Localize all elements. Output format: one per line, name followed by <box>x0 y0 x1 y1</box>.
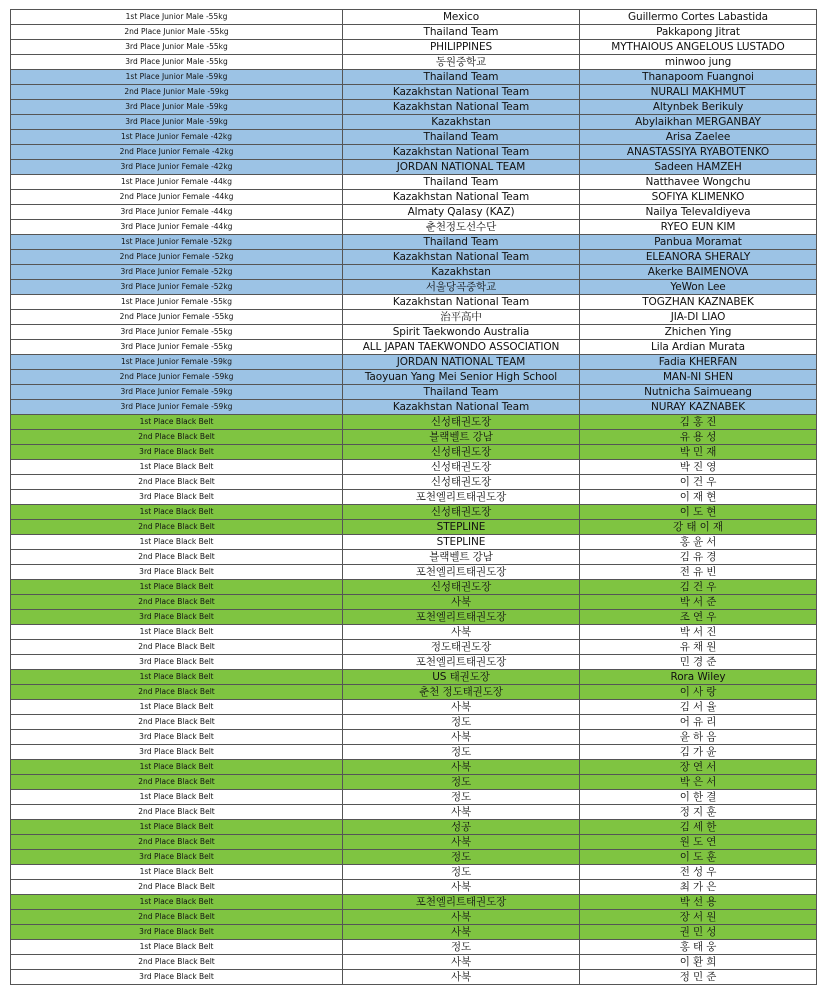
place-cell: 3rd Place Black Belt <box>11 745 343 760</box>
name-cell: 이 한 결 <box>580 790 817 805</box>
name-cell: 이 사 랑 <box>580 685 817 700</box>
place-cell: 3rd Place Black Belt <box>11 730 343 745</box>
table-row <box>11 25 817 40</box>
place-cell: 3rd Place Junior Female -44kg <box>11 220 343 235</box>
table-row <box>11 625 817 640</box>
name-cell: 최 가 은 <box>580 880 817 895</box>
place-cell: 3rd Place Junior Female -55kg <box>11 340 343 355</box>
place-cell: 3rd Place Black Belt <box>11 610 343 625</box>
place-cell: 1st Place Black Belt <box>11 535 343 550</box>
place-cell: 3rd Place Junior Female -59kg <box>11 385 343 400</box>
team-cell: Thailand Team <box>343 70 580 85</box>
team-cell: Thailand Team <box>343 235 580 250</box>
team-cell: 포천엘리트태권도장 <box>343 655 580 670</box>
table-row <box>11 250 817 265</box>
team-cell: 사북 <box>343 760 580 775</box>
name-cell: 박 서 진 <box>580 625 817 640</box>
place-cell: 1st Place Black Belt <box>11 460 343 475</box>
name-cell: Fadia KHERFAN <box>580 355 817 370</box>
name-cell: 전 성 우 <box>580 865 817 880</box>
place-cell: 1st Place Junior Female -52kg <box>11 235 343 250</box>
name-cell: 어 유 리 <box>580 715 817 730</box>
team-cell: 사북 <box>343 625 580 640</box>
place-cell: 3rd Place Black Belt <box>11 850 343 865</box>
table-row <box>11 490 817 505</box>
team-cell: 정도 <box>343 865 580 880</box>
team-cell: 신성태권도장 <box>343 580 580 595</box>
team-cell: 治平高中 <box>343 310 580 325</box>
place-cell: 1st Place Black Belt <box>11 670 343 685</box>
name-cell: 장 서 원 <box>580 910 817 925</box>
table-row <box>11 445 817 460</box>
team-cell: 사북 <box>343 805 580 820</box>
table-row <box>11 565 817 580</box>
team-cell: 사북 <box>343 910 580 925</box>
place-cell: 3rd Place Junior Female -44kg <box>11 205 343 220</box>
table-row <box>11 715 817 730</box>
table-row <box>11 295 817 310</box>
name-cell: ANASTASSIYA RYABOTENKO <box>580 145 817 160</box>
name-cell: 정 지 훈 <box>580 805 817 820</box>
place-cell: 3rd Place Junior Female -59kg <box>11 400 343 415</box>
name-cell: 이 재 현 <box>580 490 817 505</box>
place-cell: 2nd Place Black Belt <box>11 520 343 535</box>
name-cell: NURALI MAKHMUT <box>580 85 817 100</box>
name-cell: 강 태 이 재 <box>580 520 817 535</box>
team-cell: Kazakhstan National Team <box>343 100 580 115</box>
team-cell: 사북 <box>343 880 580 895</box>
table-row <box>11 115 817 130</box>
team-cell: 사북 <box>343 925 580 940</box>
place-cell: 1st Place Junior Female -42kg <box>11 130 343 145</box>
team-cell: 포천엘리트태권도장 <box>343 565 580 580</box>
name-cell: Lila Ardian Murata <box>580 340 817 355</box>
place-cell: 3rd Place Junior Female -42kg <box>11 160 343 175</box>
name-cell: 민 경 준 <box>580 655 817 670</box>
team-cell: Kazakhstan National Team <box>343 250 580 265</box>
team-cell: STEPLINE <box>343 520 580 535</box>
place-cell: 2nd Place Black Belt <box>11 955 343 970</box>
team-cell: 동원중학교 <box>343 55 580 70</box>
place-cell: 2nd Place Black Belt <box>11 805 343 820</box>
name-cell: Thanapoom Fuangnoi <box>580 70 817 85</box>
place-cell: 1st Place Black Belt <box>11 790 343 805</box>
table-row <box>11 835 817 850</box>
place-cell: 3rd Place Junior Female -52kg <box>11 280 343 295</box>
table-row <box>11 385 817 400</box>
team-cell: 신성태권도장 <box>343 460 580 475</box>
name-cell: MAN-NI SHEN <box>580 370 817 385</box>
name-cell: 박 은 서 <box>580 775 817 790</box>
name-cell: minwoo jung <box>580 55 817 70</box>
place-cell: 3rd Place Black Belt <box>11 970 343 985</box>
table-row <box>11 400 817 415</box>
name-cell: 이 환 희 <box>580 955 817 970</box>
place-cell: 2nd Place Black Belt <box>11 715 343 730</box>
name-cell: 전 유 빈 <box>580 565 817 580</box>
table-row <box>11 70 817 85</box>
team-cell: 사북 <box>343 700 580 715</box>
table-row <box>11 340 817 355</box>
name-cell: RYEO EUN KIM <box>580 220 817 235</box>
name-cell: 원 도 연 <box>580 835 817 850</box>
place-cell: 3rd Place Black Belt <box>11 445 343 460</box>
table-row <box>11 430 817 445</box>
place-cell: 2nd Place Black Belt <box>11 880 343 895</box>
table-row <box>11 145 817 160</box>
team-cell: Kazakhstan National Team <box>343 190 580 205</box>
team-cell: JORDAN NATIONAL TEAM <box>343 355 580 370</box>
team-cell: Kazakhstan National Team <box>343 400 580 415</box>
team-cell: 사북 <box>343 955 580 970</box>
team-cell: 신성태권도장 <box>343 505 580 520</box>
table-row <box>11 790 817 805</box>
name-cell: 김 홍 진 <box>580 415 817 430</box>
place-cell: 1st Place Junior Female -44kg <box>11 175 343 190</box>
team-cell: Kazakhstan National Team <box>343 145 580 160</box>
team-cell: 서울당곡중학교 <box>343 280 580 295</box>
team-cell: Thailand Team <box>343 25 580 40</box>
table-row <box>11 640 817 655</box>
name-cell: 박 민 재 <box>580 445 817 460</box>
team-cell: Kazakhstan <box>343 115 580 130</box>
team-cell: Mexico <box>343 10 580 25</box>
table-row <box>11 910 817 925</box>
table-row <box>11 460 817 475</box>
place-cell: 3rd Place Junior Female -52kg <box>11 265 343 280</box>
team-cell: Taoyuan Yang Mei Senior High School <box>343 370 580 385</box>
place-cell: 1st Place Junior Male -59kg <box>11 70 343 85</box>
table-row <box>11 520 817 535</box>
table-row <box>11 310 817 325</box>
table-row <box>11 610 817 625</box>
place-cell: 1st Place Black Belt <box>11 700 343 715</box>
team-cell: 정도 <box>343 790 580 805</box>
place-cell: 3rd Place Junior Male -55kg <box>11 40 343 55</box>
team-cell: 정도 <box>343 715 580 730</box>
place-cell: 2nd Place Black Belt <box>11 685 343 700</box>
team-cell: 정도 <box>343 850 580 865</box>
name-cell: 장 연 서 <box>580 760 817 775</box>
table-row <box>11 745 817 760</box>
table-row <box>11 700 817 715</box>
place-cell: 1st Place Black Belt <box>11 625 343 640</box>
name-cell: 권 민 성 <box>580 925 817 940</box>
name-cell: 정 민 준 <box>580 970 817 985</box>
name-cell: 윤 하 음 <box>580 730 817 745</box>
team-cell: Kazakhstan National Team <box>343 85 580 100</box>
table-row <box>11 955 817 970</box>
table-row <box>11 670 817 685</box>
place-cell: 2nd Place Junior Female -44kg <box>11 190 343 205</box>
team-cell: 정도 <box>343 775 580 790</box>
place-cell: 2nd Place Junior Male -59kg <box>11 85 343 100</box>
name-cell: Zhichen Ying <box>580 325 817 340</box>
name-cell: MYTHAIOUS ANGELOUS LUSTADO <box>580 40 817 55</box>
place-cell: 2nd Place Junior Female -59kg <box>11 370 343 385</box>
team-cell: 신성태권도장 <box>343 445 580 460</box>
name-cell: SOFIYA KLIMENKO <box>580 190 817 205</box>
table-row <box>11 415 817 430</box>
place-cell: 1st Place Black Belt <box>11 895 343 910</box>
name-cell: Nutnicha Saimueang <box>580 385 817 400</box>
table-row <box>11 925 817 940</box>
table-row <box>11 760 817 775</box>
table-row <box>11 220 817 235</box>
table-row <box>11 100 817 115</box>
table-row <box>11 655 817 670</box>
place-cell: 1st Place Black Belt <box>11 820 343 835</box>
table-row <box>11 970 817 985</box>
table-row <box>11 55 817 70</box>
name-cell: TOGZHAN KAZNABEK <box>580 295 817 310</box>
table-row <box>11 205 817 220</box>
name-cell: Natthavee Wongchu <box>580 175 817 190</box>
place-cell: 2nd Place Junior Male -55kg <box>11 25 343 40</box>
table-row <box>11 265 817 280</box>
table-row <box>11 775 817 790</box>
name-cell: 홍 윤 서 <box>580 535 817 550</box>
team-cell: 사북 <box>343 730 580 745</box>
table-row <box>11 820 817 835</box>
table-row <box>11 160 817 175</box>
team-cell: 정도 <box>343 940 580 955</box>
place-cell: 1st Place Black Belt <box>11 865 343 880</box>
table-row <box>11 895 817 910</box>
team-cell: PHILIPPINES <box>343 40 580 55</box>
table-row <box>11 850 817 865</box>
team-cell: 신성태권도장 <box>343 475 580 490</box>
team-cell: Kazakhstan <box>343 265 580 280</box>
place-cell: 3rd Place Black Belt <box>11 490 343 505</box>
table-row <box>11 370 817 385</box>
place-cell: 2nd Place Junior Female -55kg <box>11 310 343 325</box>
place-cell: 2nd Place Black Belt <box>11 775 343 790</box>
results-table <box>10 9 817 985</box>
place-cell: 3rd Place Black Belt <box>11 565 343 580</box>
place-cell: 2nd Place Black Belt <box>11 835 343 850</box>
team-cell: 사북 <box>343 595 580 610</box>
team-cell: 춘천 정도태권도장 <box>343 685 580 700</box>
place-cell: 3rd Place Junior Female -55kg <box>11 325 343 340</box>
name-cell: Altynbek Berikuly <box>580 100 817 115</box>
name-cell: 유 채 원 <box>580 640 817 655</box>
team-cell: JORDAN NATIONAL TEAM <box>343 160 580 175</box>
table-row <box>11 235 817 250</box>
name-cell: Panbua Moramat <box>580 235 817 250</box>
table-row <box>11 550 817 565</box>
name-cell: 이 도 훈 <box>580 850 817 865</box>
name-cell: YeWon Lee <box>580 280 817 295</box>
table-row <box>11 10 817 25</box>
team-cell: 신성태권도장 <box>343 415 580 430</box>
place-cell: 2nd Place Black Belt <box>11 475 343 490</box>
table-row <box>11 685 817 700</box>
place-cell: 1st Place Junior Male -55kg <box>11 10 343 25</box>
name-cell: Akerke BAIMENOVA <box>580 265 817 280</box>
table-row <box>11 505 817 520</box>
table-row <box>11 280 817 295</box>
name-cell: Guillermo Cortes Labastida <box>580 10 817 25</box>
team-cell: 블랙벨트 강남 <box>343 550 580 565</box>
table-row <box>11 130 817 145</box>
name-cell: 김 서 율 <box>580 700 817 715</box>
name-cell: NURAY KAZNABEK <box>580 400 817 415</box>
table-row <box>11 475 817 490</box>
name-cell: 홍 태 웅 <box>580 940 817 955</box>
place-cell: 1st Place Black Belt <box>11 940 343 955</box>
place-cell: 1st Place Black Belt <box>11 580 343 595</box>
place-cell: 2nd Place Black Belt <box>11 430 343 445</box>
place-cell: 2nd Place Black Belt <box>11 910 343 925</box>
table-row <box>11 535 817 550</box>
team-cell: Thailand Team <box>343 175 580 190</box>
place-cell: 3rd Place Black Belt <box>11 655 343 670</box>
place-cell: 2nd Place Black Belt <box>11 550 343 565</box>
place-cell: 3rd Place Black Belt <box>11 925 343 940</box>
table-row <box>11 580 817 595</box>
name-cell: 조 연 우 <box>580 610 817 625</box>
table-row <box>11 40 817 55</box>
place-cell: 1st Place Black Belt <box>11 760 343 775</box>
place-cell: 3rd Place Junior Male -55kg <box>11 55 343 70</box>
team-cell: 정도태권도장 <box>343 640 580 655</box>
name-cell: ELEANORA SHERALY <box>580 250 817 265</box>
place-cell: 2nd Place Black Belt <box>11 640 343 655</box>
table-row <box>11 880 817 895</box>
table-row <box>11 190 817 205</box>
table-row <box>11 85 817 100</box>
table-row <box>11 355 817 370</box>
name-cell: 김 유 경 <box>580 550 817 565</box>
place-cell: 1st Place Junior Female -59kg <box>11 355 343 370</box>
name-cell: 김 가 윤 <box>580 745 817 760</box>
table-row <box>11 805 817 820</box>
team-cell: 사북 <box>343 835 580 850</box>
place-cell: 2nd Place Junior Female -42kg <box>11 145 343 160</box>
place-cell: 1st Place Black Belt <box>11 415 343 430</box>
team-cell: Thailand Team <box>343 130 580 145</box>
team-cell: ALL JAPAN TAEKWONDO ASSOCIATION <box>343 340 580 355</box>
name-cell: Nailya Televaldiyeva <box>580 205 817 220</box>
name-cell: 박 서 준 <box>580 595 817 610</box>
name-cell: 김 세 한 <box>580 820 817 835</box>
place-cell: 3rd Place Junior Male -59kg <box>11 100 343 115</box>
team-cell: 성공 <box>343 820 580 835</box>
place-cell: 1st Place Black Belt <box>11 505 343 520</box>
table-row <box>11 865 817 880</box>
team-cell: US 태권도장 <box>343 670 580 685</box>
team-cell: 정도 <box>343 745 580 760</box>
place-cell: 2nd Place Black Belt <box>11 595 343 610</box>
name-cell: 유 용 성 <box>580 430 817 445</box>
table-row <box>11 730 817 745</box>
team-cell: Kazakhstan National Team <box>343 295 580 310</box>
table-row <box>11 175 817 190</box>
name-cell: JIA-DI LIAO <box>580 310 817 325</box>
table-row <box>11 940 817 955</box>
place-cell: 3rd Place Junior Male -59kg <box>11 115 343 130</box>
name-cell: 박 선 용 <box>580 895 817 910</box>
results-table-body <box>11 10 817 985</box>
team-cell: 포천엘리트태권도장 <box>343 610 580 625</box>
team-cell: 사북 <box>343 970 580 985</box>
name-cell: 이 도 현 <box>580 505 817 520</box>
name-cell: Sadeen HAMZEH <box>580 160 817 175</box>
team-cell: 춘천정도선수단 <box>343 220 580 235</box>
name-cell: 박 진 영 <box>580 460 817 475</box>
team-cell: Spirit Taekwondo Australia <box>343 325 580 340</box>
table-row <box>11 325 817 340</box>
team-cell: 포천엘리트태권도장 <box>343 490 580 505</box>
team-cell: Almaty Qalasy (KAZ) <box>343 205 580 220</box>
team-cell: STEPLINE <box>343 535 580 550</box>
name-cell: Pakkapong Jitrat <box>580 25 817 40</box>
name-cell: 이 건 우 <box>580 475 817 490</box>
team-cell: Thailand Team <box>343 385 580 400</box>
table-row <box>11 595 817 610</box>
team-cell: 포천엘리트태권도장 <box>343 895 580 910</box>
team-cell: 블랙벨트 강남 <box>343 430 580 445</box>
name-cell: Arisa Zaelee <box>580 130 817 145</box>
place-cell: 2nd Place Junior Female -52kg <box>11 250 343 265</box>
name-cell: Rora Wiley <box>580 670 817 685</box>
name-cell: 김 건 우 <box>580 580 817 595</box>
name-cell: Abylaikhan MERGANBAY <box>580 115 817 130</box>
place-cell: 1st Place Junior Female -55kg <box>11 295 343 310</box>
